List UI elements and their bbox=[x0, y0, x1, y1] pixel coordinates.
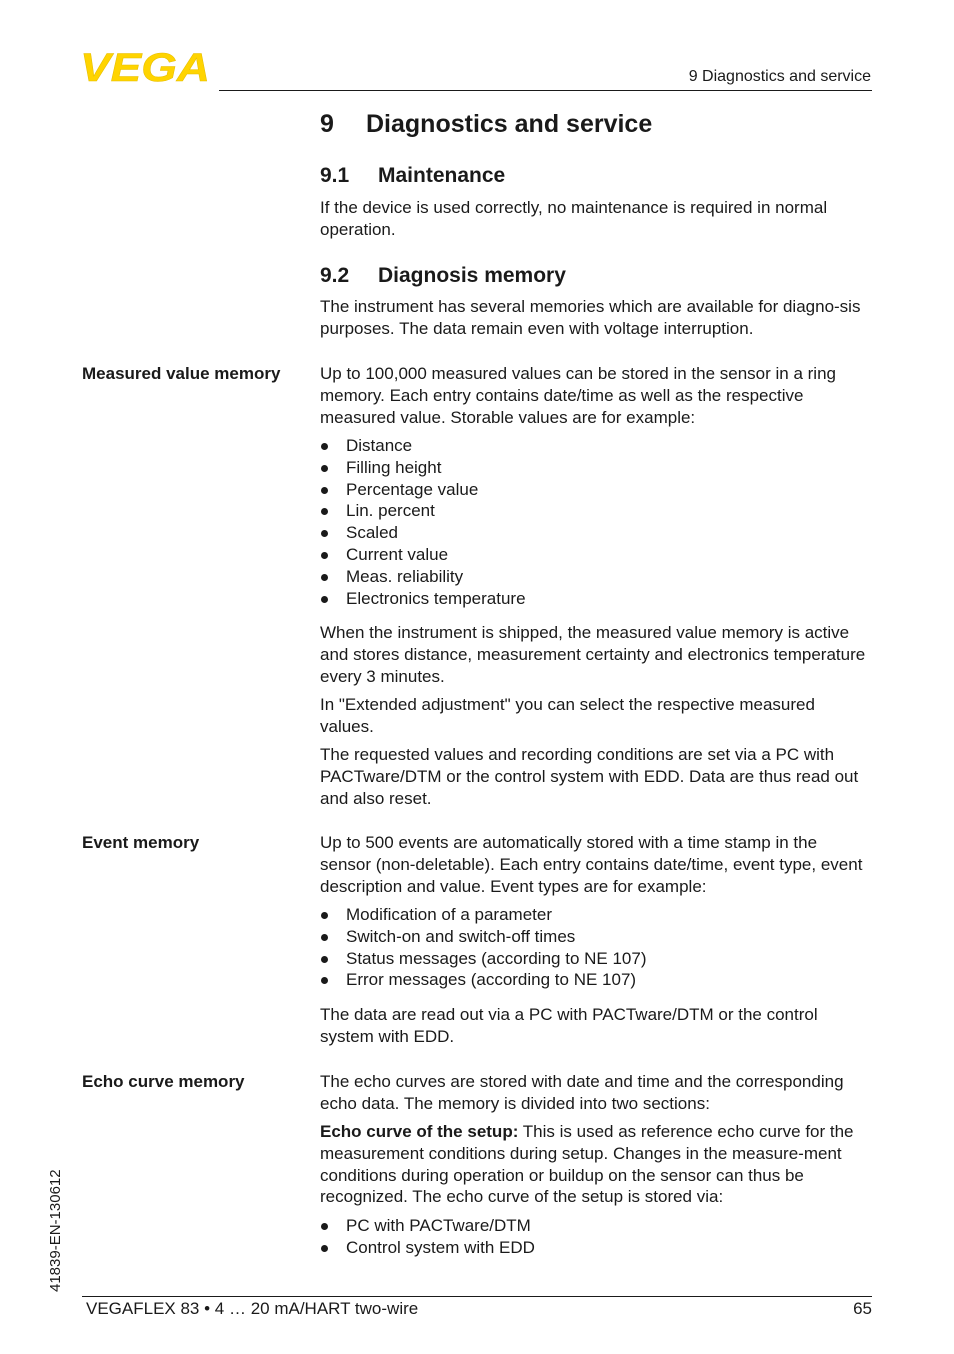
list-item: Modification of a parameter bbox=[320, 904, 872, 926]
echo-setup-label: Echo curve of the setup: bbox=[320, 1122, 519, 1141]
section-title-text: Diagnosis memory bbox=[378, 264, 566, 287]
list-item: Lin. percent bbox=[320, 500, 872, 522]
section-number: 9.1 bbox=[320, 164, 350, 187]
maintenance-text: If the device is used correctly, no maintenance is required in normal operation. bbox=[320, 198, 828, 239]
vega-logo bbox=[80, 50, 212, 84]
chapter-title-text: Diagnostics and service bbox=[366, 110, 653, 138]
measured-memory-text: Up to 100,000 measured values can be stored in the sensor in a ring memory. Each entry contains date/time as well as the respective measured value. Storable values are for example: bbox=[320, 364, 836, 427]
list-item: Control system with EDD bbox=[320, 1237, 872, 1259]
list-item: Current value bbox=[320, 544, 872, 566]
footer-divider bbox=[82, 1296, 872, 1297]
event-memory-text: Up to 500 events are automatically stored with a time stamp in the sensor (non-deletable). Each entry contains date/time, event type, event description and value. Event types are for example: bbox=[320, 833, 863, 896]
list-item: PC with PACTware/DTM bbox=[320, 1215, 872, 1237]
bullet-icon bbox=[321, 1223, 328, 1230]
bullet-icon bbox=[321, 977, 328, 984]
list-item: Distance bbox=[320, 435, 872, 457]
bullet-icon bbox=[321, 443, 328, 450]
echo-setup-text: This is used as reference echo curve for the measurement conditions during setup. Changes in the measure-ment conditions during operation or buildup on the sensor can thus be recognized. The echo curve of the setup is stored via: bbox=[320, 1122, 854, 1207]
bullet-icon bbox=[321, 530, 328, 537]
list-item: Meas. reliability bbox=[320, 566, 872, 588]
bullet-icon bbox=[321, 912, 328, 919]
diagnosis-intro: The instrument has several memories which are available for diagno-sis purposes. The data remain even with voltage interruption. bbox=[320, 297, 861, 338]
chapter-title bbox=[320, 110, 652, 139]
echo-setup-paragraph bbox=[320, 1121, 872, 1208]
header-divider bbox=[219, 90, 872, 91]
list-item: Filling height bbox=[320, 457, 872, 479]
list-item: Switch-on and switch-off times bbox=[320, 926, 872, 948]
bullet-icon bbox=[321, 956, 328, 963]
list-item: Scaled bbox=[320, 522, 872, 544]
event-memory-label: Event memory bbox=[82, 833, 200, 852]
measured-reset-text: The requested values and recording conditions are set via a PC with PACTware/DTM or the control system with EDD. Data are thus read out and also reset. bbox=[320, 745, 859, 808]
section-title-diagnosis bbox=[320, 264, 566, 288]
bullet-icon bbox=[321, 596, 328, 603]
logo-text: VEGA bbox=[80, 50, 210, 84]
measured-extended-text: In "Extended adjustment" you can select the respective measured values. bbox=[320, 695, 815, 736]
footer-product: VEGAFLEX 83 • 4 … 20 mA/HART two-wire bbox=[86, 1299, 419, 1318]
list-item: Status messages (according to NE 107) bbox=[320, 948, 872, 970]
echo-storage-list bbox=[320, 1215, 872, 1259]
bullet-icon bbox=[321, 465, 328, 472]
section-title-maintenance bbox=[320, 164, 505, 188]
measured-memory-label: Measured value memory bbox=[82, 364, 281, 383]
bullet-icon bbox=[321, 508, 328, 515]
page-number: 65 bbox=[853, 1299, 872, 1318]
bullet-icon bbox=[321, 574, 328, 581]
chapter-number: 9 bbox=[320, 110, 334, 138]
section-title-text: Maintenance bbox=[378, 164, 506, 187]
bullet-icon bbox=[321, 934, 328, 941]
running-title: 9 Diagnostics and service bbox=[688, 68, 871, 85]
bullet-icon bbox=[321, 1245, 328, 1252]
event-types-list bbox=[320, 904, 872, 991]
echo-memory-label: Echo curve memory bbox=[82, 1072, 245, 1091]
list-item: Electronics temperature bbox=[320, 588, 872, 610]
measured-values-list bbox=[320, 435, 872, 609]
bullet-icon bbox=[321, 552, 328, 559]
document-id: 41839-EN-130612 bbox=[47, 1169, 64, 1292]
event-readout-text: The data are read out via a PC with PACTware/DTM or the control system with EDD. bbox=[320, 1005, 818, 1046]
measured-shipping-text: When the instrument is shipped, the measured value memory is active and stores distance, measurement certainty and electronics temperature every 3 minutes. bbox=[320, 623, 866, 686]
section-number: 9.2 bbox=[320, 264, 350, 287]
list-item: Error messages (according to NE 107) bbox=[320, 969, 872, 991]
list-item: Percentage value bbox=[320, 479, 872, 501]
echo-memory-text: The echo curves are stored with date and time and the corresponding echo data. The memory is divided into two sections: bbox=[320, 1072, 844, 1113]
bullet-icon bbox=[321, 487, 328, 494]
